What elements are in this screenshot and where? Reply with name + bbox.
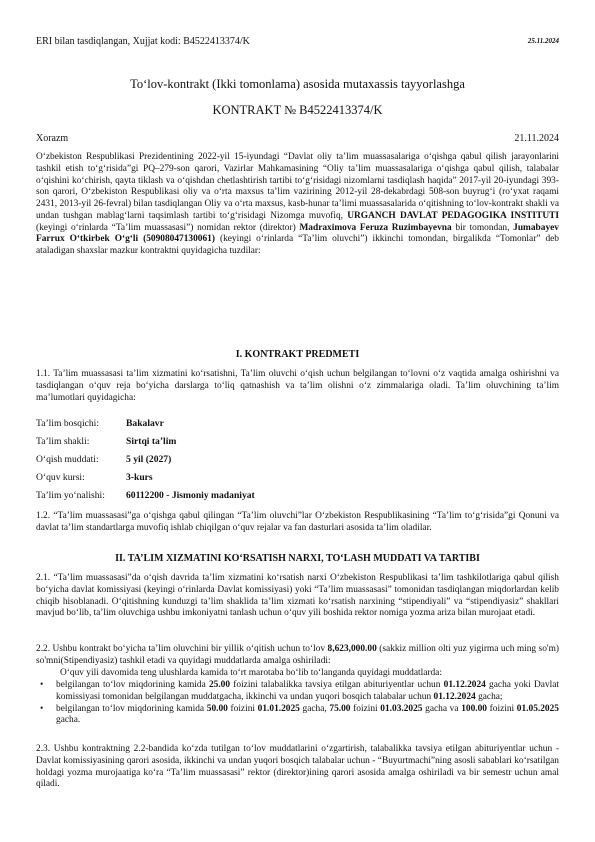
section-1-heading: I. KONTRAKT PREDMETI	[235, 349, 360, 360]
clause-2-2: 2.2. Ushbu kontrakt bo‘yicha ta’lim oluvchini bir yillik o‘qitish uchun to‘lov 8,623,000.00 (sakkiz million olti yuz yigirma uch ming so'm) so'mni(Stipendiyasiz) tashkil etadi va quyidagi muddatlarda amalga oshiriladi:	[36, 644, 559, 666]
info-value: 3-kurs	[126, 472, 153, 483]
info-label: O‘quv kursi:	[36, 472, 85, 483]
clause-2-1: 2.1. “Ta’lim muassasasi”da o‘qish davrida ta’lim xizmatini ko‘rsatish narxi O‘zbekiston Respublikasi ta’lim tashkilotlariga qabul qilish bo‘yicha davlat komissiyasi (keyingi o‘rinlarda Davlat komissiyasi) yoki “Ta’lim muassasasi” tomonidan tasdiqlangan miqdorlardan kelib chiqib hisoblanadi. O‘qitishning kunduzgi ta’lim shaklida ta’lim xizmati ko‘rsatish narxining “stipendiyali” va “stipendiyasiz” shakllari mavjud bo‘lib, ta’lim oluvchiga ushbu imkoniyatni tanlash uchun o‘quv yili boshida rektor nomiga yozma ariza bilan murojaat etadi.	[36, 573, 559, 619]
info-value: 5 yil (2027)	[126, 454, 172, 465]
document-header	[36, 36, 559, 50]
contract-date: 21.11.2024	[514, 133, 559, 144]
clause-1-2: 1.2. “Ta’lim muassasasi”ga o‘qishga qabul qilingan “Ta’lim oluvchi”lar O‘zbekiston Respublikasining “Ta’lim to‘g‘risida”gi Qonuni va davlat ta’lim standartlarga muvofiq ishlab chiqilgan o‘quv rejalar va fan dasturlari asosida ta’lim oladilar.	[36, 511, 559, 533]
contract-title: To‘lov-kontrakt (Ikki tomonlama) asosida mutaxassis tayyorlashga	[130, 77, 465, 91]
list-item: • belgilangan to‘lov miqdorining kamida 50.00 foizini 01.01.2025 gacha, 75.00 foizini 01.03.2025 gacha va 100.00 foizini 01.05.2025 gacha.	[40, 703, 559, 726]
installment-note: O‘quv yili davomida teng ulushlarda kamida to‘rt marotaba bo‘lib to‘langanda quyidagi muddatlarda:	[60, 668, 442, 678]
contract-amount: 8,623,000.00	[327, 644, 377, 654]
info-value: Sirtqi ta’lim	[126, 436, 177, 447]
contract-number: KONTRAKT № B4522413374/K	[212, 103, 383, 117]
clause-2-3: 2.3. Ushbu kontraktning 2.2-bandida ko‘zda tutilgan to‘lov muddatlarini o‘zgartirish, talabalikka tavsiya etilgan abituriyentlar uchun - Davlat komissiyasining qarori asosida, ikkinchi va undan yuqori bosqich talabalar uchun - “Buyurtmachi”ning asosli sabablari ko‘rsatilgan holdagi yozma murojaatiga ko‘ra “Ta’lim muassasasi” rektor (direktor)ining qarori asosida amalga oshiriladi va bir semestr uchun amal qiladi.	[36, 744, 559, 790]
intro-paragraph: O‘zbekiston Respublikasi Prezidentining 2022-yil 15-iyundagi “Davlat oliy ta’lim muassasalariga o‘qishga qabul qilish jarayonlarini tashkil etish to‘g‘risida”gi PQ–279-son qarori, Vazirlar Mahkamasining “Oliy ta’lim muassasalariga o‘qishga qabul qilish, talabalar o‘qishini ko‘chirish, qayta tiklash va o‘qishdan chetlashtirish tartibi to‘g‘risidagi nizomlarni tasdiqlash haqida” 2017-yil 20-iyundagi 393-son qarori, O‘zbekiston Respublikasi oliy va o‘rta maxsus ta’lim vazirining 2012-yil 28-dekabrdagi 508-son buyrug‘i (ro‘yxat raqami 2431, 2013-yil 26-fevral) bilan tasdiqlangan Oliy va o‘rta maxsus, kasb-hunar ta’limi muassasalarida o‘qitishning to‘lov-kontrakt shakli va undan tushgan mablag‘larni taqsimlash tartibi to‘g‘risidagi Nizomga muvofiq, URGANCH DAVLAT PEDAGOGIKA INSTITUTI (keyingi o‘rinlarda “Ta’lim muassasasi”) nomidan rektor (direktor) Madraximova Feruza Ruzimbayevna bir tomondan, Jumabayev Farrux O‘tkirbek O‘g‘li (50908047130061) (keyingi o‘rinlarda “Ta’lim oluvchi”) ikkinchi tomondan, birgalikda “Tomonlar” deb ataladigan shaxslar mazkur kontraktni quyidagicha tuzdilar:	[36, 152, 560, 256]
clause-1-1: 1.1. Ta’lim muassasasi ta’lim xizmatini ko‘rsatishni, Ta’lim oluvchi o‘qish uchun belgilangan to‘lovni o‘z vaqtida amalga oshirishni va tasdiqlangan o‘quv reja bo‘yicha darslarga to‘liq qatnashish va ta’lim olishni o‘z zimmalariga oladi. Ta’lim oluvchining ta’lim ma’lumotlari quyidagicha:	[36, 369, 559, 403]
info-value: Bakalavr	[126, 418, 164, 429]
place-date-row	[36, 133, 559, 147]
info-label: Ta’lim shakli:	[36, 436, 90, 447]
info-label: Ta’lim yo‘nalishi:	[36, 490, 105, 501]
info-label: O‘qish muddati:	[36, 454, 99, 465]
info-value: 60112200 - Jismoniy madaniyat	[126, 490, 255, 501]
student-name: Jumabayev Farrux O‘tkirbek O‘g‘li (50908047130061)	[36, 222, 559, 245]
section-2-heading: II. TA’LIM XIZMATINI KO‘RSATISH NARXI, TO‘LASH MUDDATI VA TARTIBI	[115, 553, 480, 564]
institute-name: URGANCH DAVLAT PEDAGOGIKA INSTITUTI	[347, 210, 560, 221]
rector-name: Madraximova Feruza Ruzimbayevna	[299, 222, 452, 233]
payment-schedule-list	[36, 680, 559, 727]
verification-code: ERI bilan tasdiqlangan, Xujjat kodi: B4522413374/K	[36, 36, 250, 47]
place: Xorazm	[36, 133, 69, 144]
header-date: 25.11.2024	[527, 37, 559, 45]
list-item: • belgilangan to‘lov miqdorining kamida 25.00 foizini talabalikka tavsiya etilgan abituriyentlar uchun 01.12.2024 gacha yoki Davlat komissiyasi tomonidan belgilangan muddatgacha, ikkinchi va undan yuqori bosqich talabalar uchun 01.12.2024 gacha;	[40, 680, 560, 702]
info-label: Ta’lim bosqichi:	[36, 418, 100, 429]
